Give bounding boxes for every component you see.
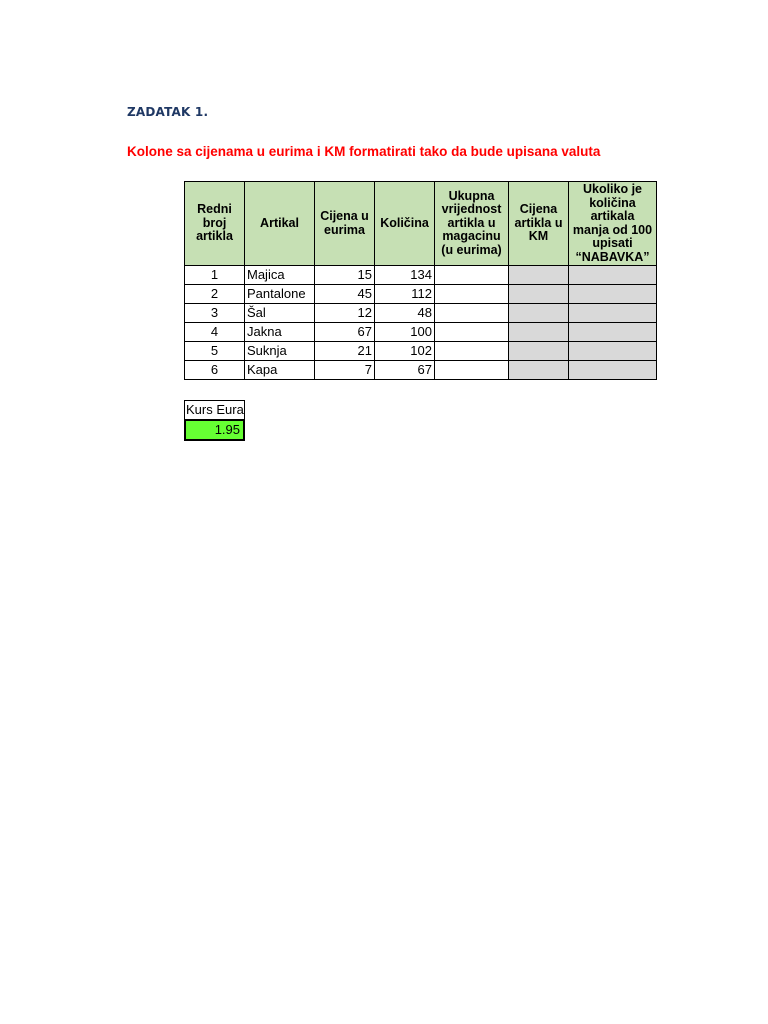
cell-price-eur[interactable]: 21 xyxy=(315,342,375,361)
header-row xyxy=(185,182,657,266)
header-cell-quantity[interactable]: Količina xyxy=(375,182,435,266)
table-row xyxy=(185,285,657,304)
cell-price-eur[interactable]: 67 xyxy=(315,323,375,342)
exchange-rate-label[interactable]: Kurs Eura xyxy=(185,401,244,420)
cell-total-value[interactable] xyxy=(435,323,509,342)
cell-row-number[interactable]: 5 xyxy=(185,342,245,361)
exchange-rate-value[interactable]: 1.95 xyxy=(184,419,245,441)
cell-quantity[interactable]: 100 xyxy=(375,323,435,342)
cell-quantity[interactable]: 134 xyxy=(375,266,435,285)
table-row xyxy=(185,323,657,342)
exchange-rate-box xyxy=(184,400,245,441)
header-cell-price-eur[interactable]: Cijena u eurima xyxy=(315,182,375,266)
cell-order-note[interactable] xyxy=(569,323,657,342)
table-row xyxy=(185,304,657,323)
cell-order-note[interactable] xyxy=(569,361,657,380)
cell-row-number[interactable]: 3 xyxy=(185,304,245,323)
cell-quantity[interactable]: 112 xyxy=(375,285,435,304)
table-row xyxy=(185,361,657,380)
header-cell-row-number[interactable]: Redni broj artikla xyxy=(185,182,245,266)
cell-quantity[interactable]: 102 xyxy=(375,342,435,361)
cell-order-note[interactable] xyxy=(569,285,657,304)
cell-row-number[interactable]: 4 xyxy=(185,323,245,342)
cell-total-value[interactable] xyxy=(435,361,509,380)
cell-price-km[interactable] xyxy=(509,266,569,285)
task-title: ZADATAK 1. xyxy=(127,105,209,119)
cell-article[interactable]: Majica xyxy=(245,266,315,285)
cell-price-eur[interactable]: 45 xyxy=(315,285,375,304)
cell-price-km[interactable] xyxy=(509,304,569,323)
table-row xyxy=(185,342,657,361)
cell-quantity[interactable]: 48 xyxy=(375,304,435,323)
cell-price-eur[interactable]: 15 xyxy=(315,266,375,285)
cell-order-note[interactable] xyxy=(569,266,657,285)
table-row xyxy=(185,266,657,285)
header-cell-order-note[interactable]: Ukoliko je količina artikala manja od 100 upisati “NABAVKA” xyxy=(569,182,657,266)
cell-price-km[interactable] xyxy=(509,285,569,304)
cell-total-value[interactable] xyxy=(435,304,509,323)
cell-price-km[interactable] xyxy=(509,342,569,361)
cell-row-number[interactable]: 6 xyxy=(185,361,245,380)
header-cell-article[interactable]: Artikal xyxy=(245,182,315,266)
cell-total-value[interactable] xyxy=(435,266,509,285)
cell-price-km[interactable] xyxy=(509,361,569,380)
cell-total-value[interactable] xyxy=(435,342,509,361)
cell-price-eur[interactable]: 7 xyxy=(315,361,375,380)
cell-article[interactable]: Kapa xyxy=(245,361,315,380)
header-cell-total-value[interactable]: Ukupna vrijednost artikla u magacinu (u eurima) xyxy=(435,182,509,266)
task-instruction: Kolone sa cijenama u eurima i KM formatirati tako da bude upisana valuta xyxy=(127,144,601,159)
cell-article[interactable]: Suknja xyxy=(245,342,315,361)
articles-table xyxy=(184,181,657,380)
cell-order-note[interactable] xyxy=(569,304,657,323)
cell-total-value[interactable] xyxy=(435,285,509,304)
cell-quantity[interactable]: 67 xyxy=(375,361,435,380)
cell-row-number[interactable]: 1 xyxy=(185,266,245,285)
cell-order-note[interactable] xyxy=(569,342,657,361)
cell-article[interactable]: Šal xyxy=(245,304,315,323)
cell-price-eur[interactable]: 12 xyxy=(315,304,375,323)
header-cell-price-km[interactable]: Cijena artikla u KM xyxy=(509,182,569,266)
cell-article[interactable]: Pantalone xyxy=(245,285,315,304)
cell-price-km[interactable] xyxy=(509,323,569,342)
cell-article[interactable]: Jakna xyxy=(245,323,315,342)
cell-row-number[interactable]: 2 xyxy=(185,285,245,304)
